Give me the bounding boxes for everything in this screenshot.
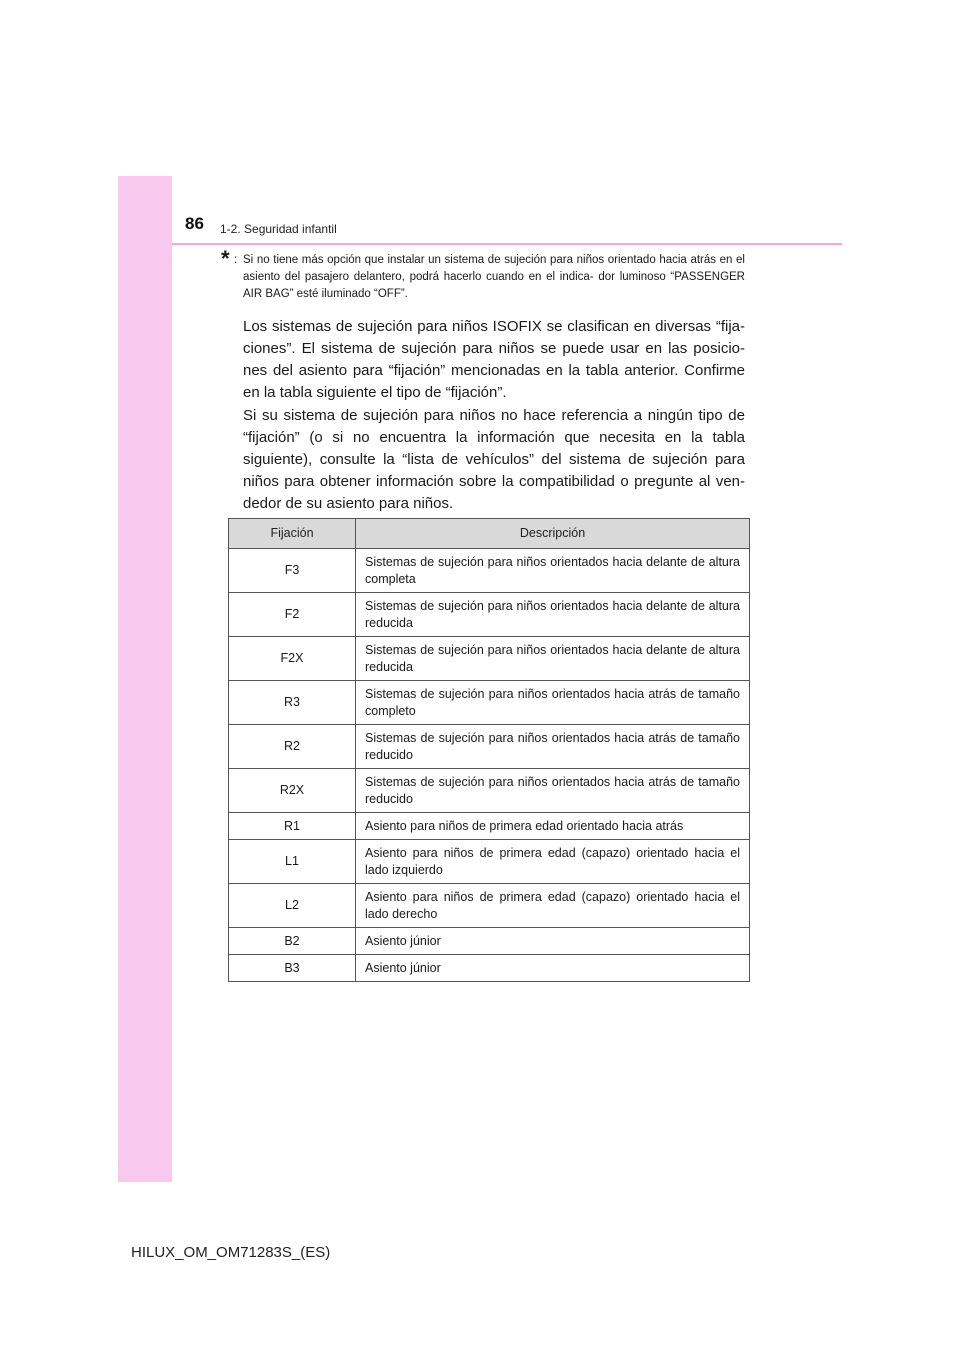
fixation-code: R2 (229, 725, 356, 769)
fixation-description: Asiento para niños de primera edad (capazo) orientado hacia el lado derecho (356, 884, 750, 928)
footnote-asterisk: * (221, 246, 230, 271)
fixation-table (228, 518, 750, 982)
fixation-code: F2 (229, 593, 356, 637)
table-row (229, 549, 750, 593)
fixation-code: L1 (229, 840, 356, 884)
fixation-description: Sistemas de sujeción para niños orientados hacia atrás de tamaño reducido (356, 769, 750, 813)
page-number: 86 (185, 214, 204, 233)
fixation-description: Sistemas de sujeción para niños orientados hacia delante de altura completa (356, 549, 750, 593)
table-row (229, 637, 750, 681)
fixation-description: Sistemas de sujeción para niños orientados hacia atrás de tamaño reducido (356, 725, 750, 769)
fixation-code: B3 (229, 955, 356, 982)
table-row (229, 681, 750, 725)
table-header-row (229, 519, 750, 549)
fixation-code: R1 (229, 813, 356, 840)
fixation-description: Asiento para niños de primera edad (capazo) orientado hacia el lado izquierdo (356, 840, 750, 884)
paragraph-isofix-classification: Los sistemas de sujeción para niños ISOFIX se clasifican en diversas “fija- ciones”. El sistema de sujeción para niños se puede usar en las posicio- nes del asiento para “fijación” mencionadas en la tabla anterior. Confirme en la tabla siguiente el tipo de “fijación”. (243, 318, 745, 401)
side-color-band (118, 176, 172, 1182)
fixation-description: Asiento júnior (356, 955, 750, 982)
document-id: HILUX_OM_OM71283S_(ES) (131, 1244, 331, 1261)
paragraph-compatibility: Si su sistema de sujeción para niños no hace referencia a ningún tipo de “fijación” (o si no encuentra la información que necesita en la tabla siguiente), consulte la “lista de vehículos” del sistema de sujeción para niños para obtener información sobre la compatibilidad o pregunte al ven- dedor de su asiento para niños. (243, 407, 745, 512)
fixation-description: Sistemas de sujeción para niños orientados hacia delante de altura reducida (356, 637, 750, 681)
table-row (229, 928, 750, 955)
section-title: 1-2. Seguridad infantil (220, 222, 337, 236)
table-row (229, 725, 750, 769)
header-description: Descripción (356, 519, 750, 549)
footnote-text: Si no tiene más opción que instalar un sistema de sujeción para niños orientado hacia atrás en el asiento del pasajero delantero, podrá hacerlo cuando en el indica- dor luminoso “PASSENGER AIR BAG” esté iluminado “OFF”. (243, 254, 745, 300)
fixation-description: Asiento júnior (356, 928, 750, 955)
table-row (229, 593, 750, 637)
header-rule (172, 243, 842, 245)
fixation-code: B2 (229, 928, 356, 955)
fixation-description: Sistemas de sujeción para niños orientados hacia atrás de tamaño completo (356, 681, 750, 725)
fixation-description: Asiento para niños de primera edad orientado hacia atrás (356, 813, 750, 840)
footnote (221, 246, 745, 303)
fixation-code: R3 (229, 681, 356, 725)
table-row (229, 884, 750, 928)
fixation-code: L2 (229, 884, 356, 928)
fixation-code: F3 (229, 549, 356, 593)
fixation-code: F2X (229, 637, 356, 681)
table-row (229, 769, 750, 813)
header-fixation: Fijación (229, 519, 356, 549)
fixation-description: Sistemas de sujeción para niños orientados hacia delante de altura reducida (356, 593, 750, 637)
fixation-code: R2X (229, 769, 356, 813)
footnote-separator: : (234, 254, 238, 266)
table-row (229, 813, 750, 840)
table-row (229, 840, 750, 884)
table-row (229, 955, 750, 982)
